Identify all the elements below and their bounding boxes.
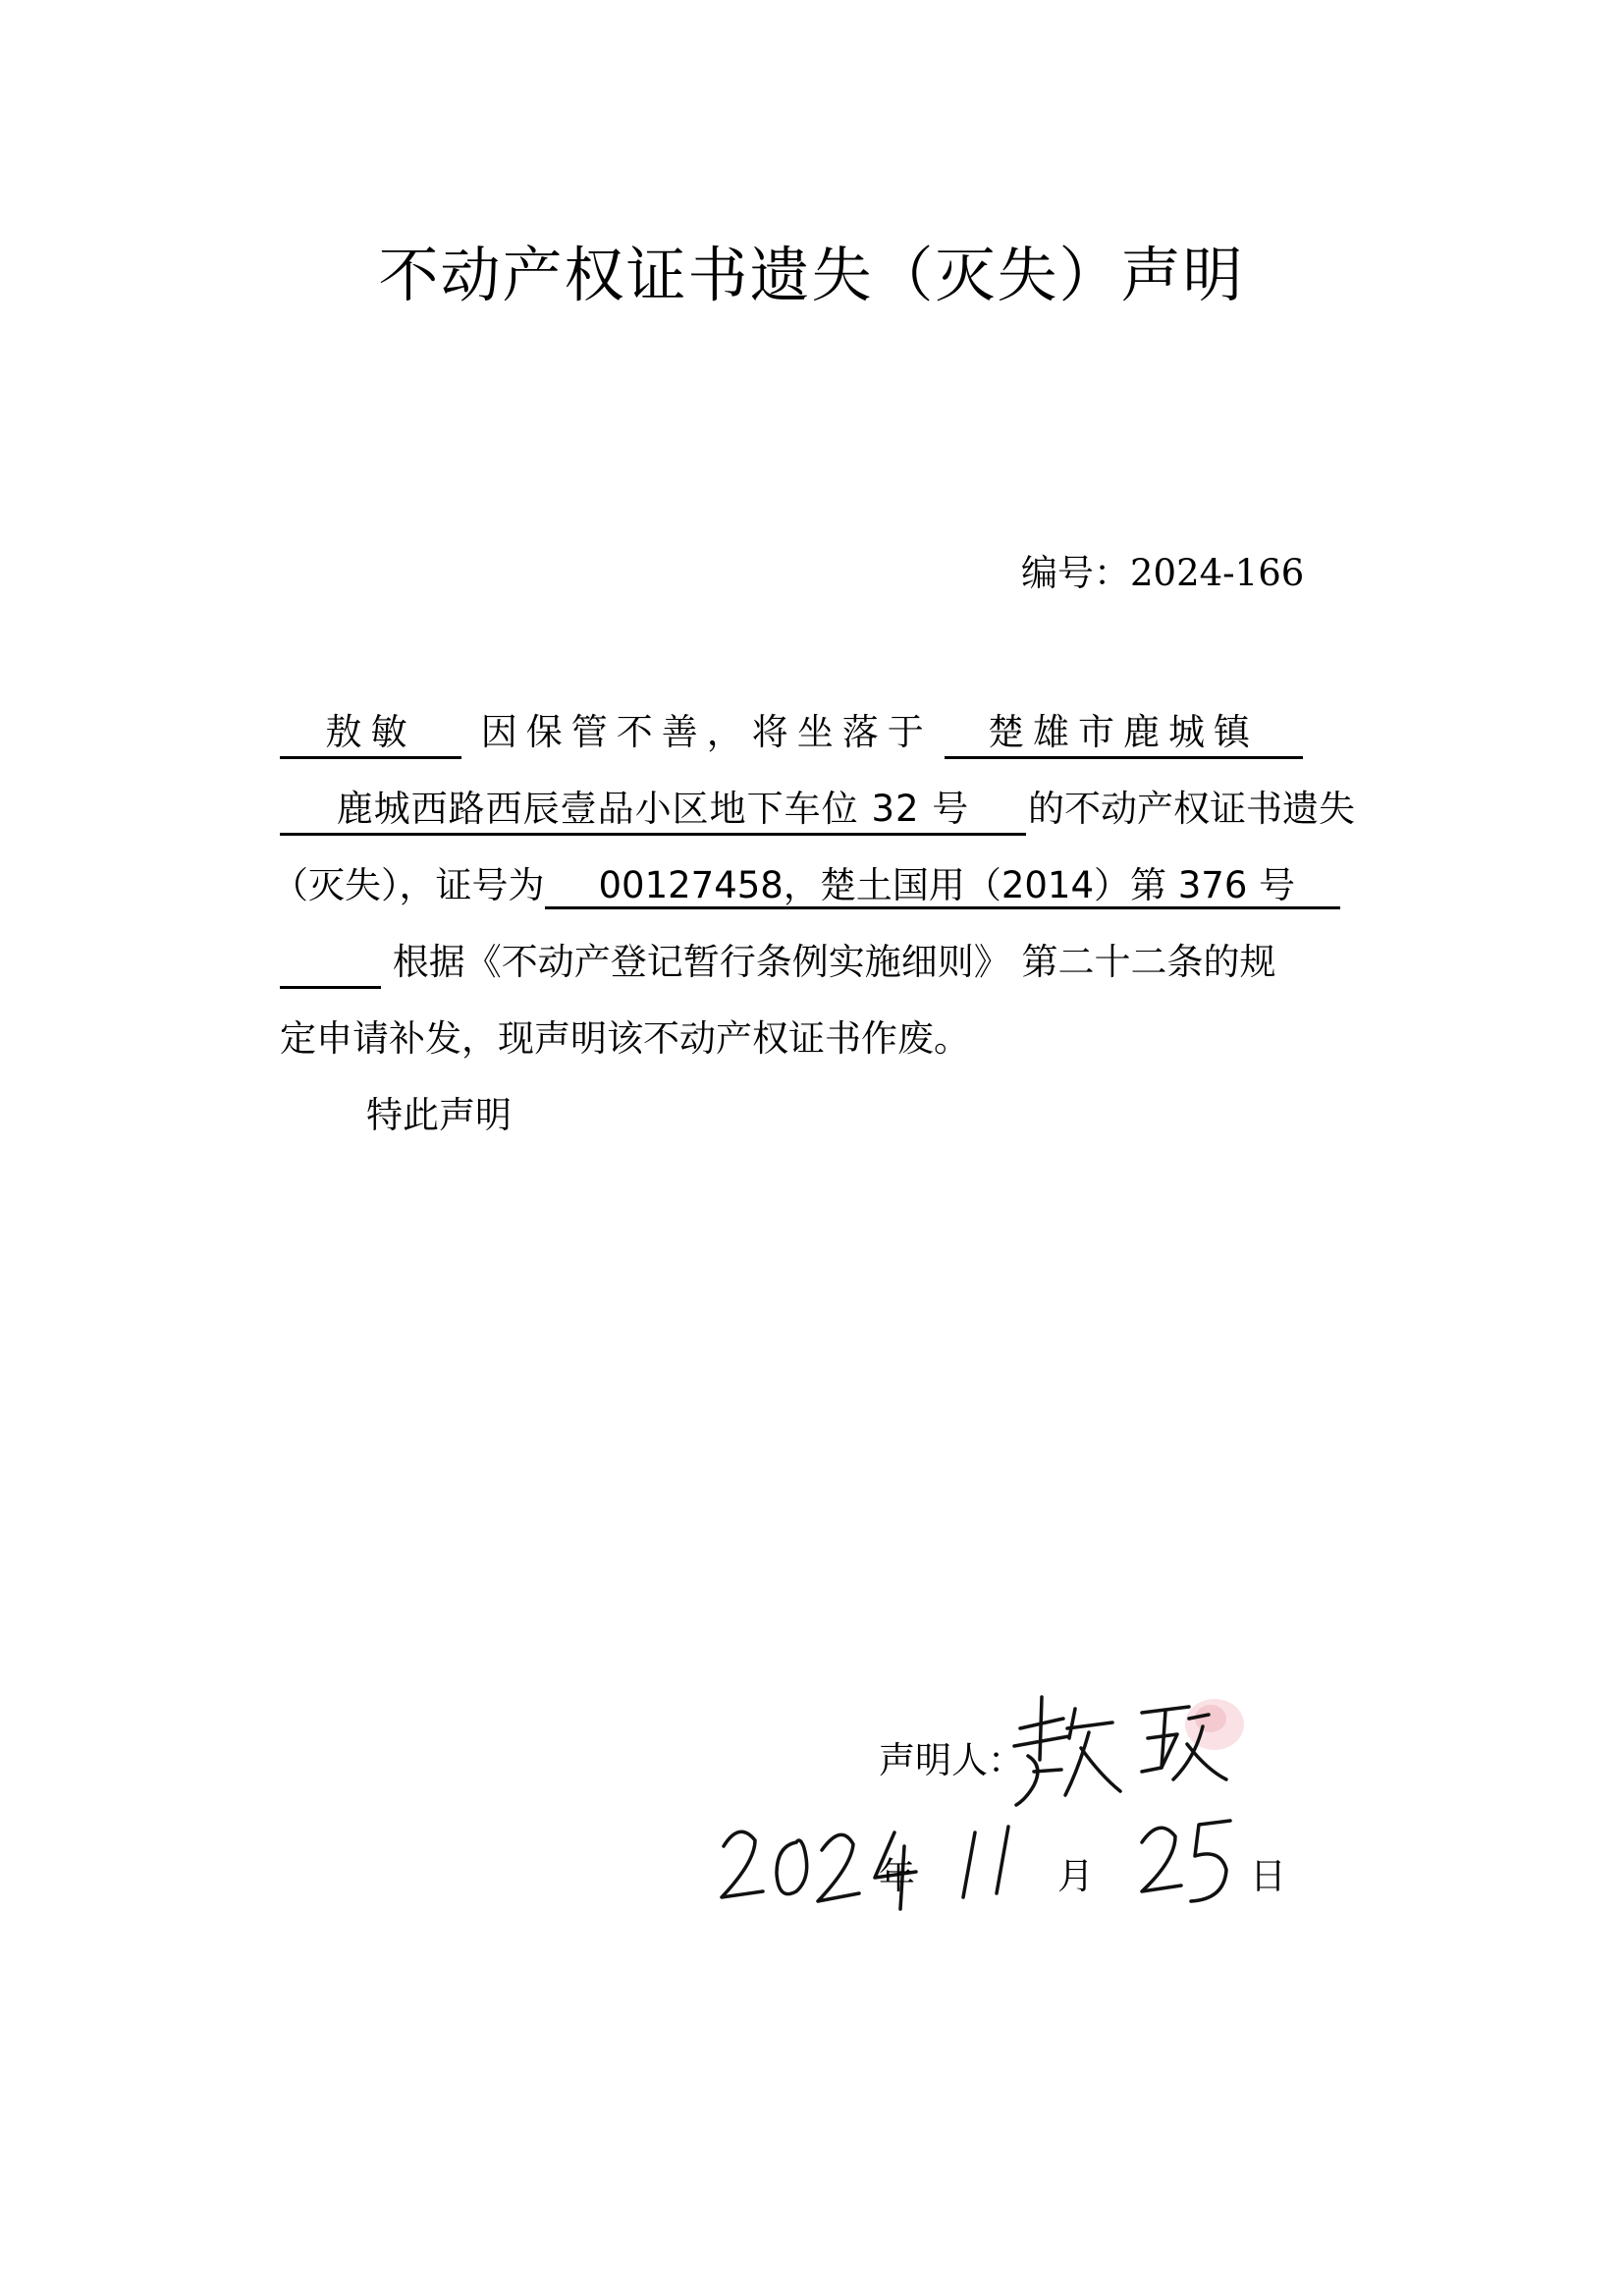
handwritten-day [1136, 1807, 1244, 1915]
document-number [1021, 543, 1304, 596]
body-line-1 [280, 709, 1409, 786]
blank-underline [280, 939, 381, 989]
body-line-5 [280, 1015, 1409, 1092]
certificate-number: 00127458，楚土国用（2014）第 376 号 [545, 862, 1340, 909]
declaration-body [272, 709, 1409, 1169]
signature-date [879, 1807, 1429, 1915]
month-unit: 月 [1057, 1855, 1094, 1897]
body-text-5: 定申请补发，现声明该不动产权证书作废。 [280, 1017, 970, 1060]
handwritten-signature [1004, 1689, 1230, 1817]
property-location-1: 楚雄市鹿城镇 [945, 709, 1303, 759]
body-line-closing [280, 1092, 1409, 1169]
document-title: 不动产权证书遗失（灭失）声明 [378, 241, 1245, 310]
year-unit: 年 [879, 1855, 915, 1897]
body-text-3: （灭失），证号为 [272, 864, 545, 906]
handwritten-month [947, 1815, 1026, 1913]
body-line-2 [280, 786, 1409, 862]
document-number-label: 编号： [1021, 552, 1130, 594]
signature-block [879, 1689, 1429, 1905]
body-line-4 [280, 939, 1409, 1015]
day-unit: 日 [1250, 1855, 1286, 1897]
body-text-1: 因保管不善，将坐落于 [480, 711, 933, 753]
closing-text: 特此声明 [366, 1094, 512, 1136]
body-text-4: 根据《不动产登记暂行条例实施细则》 第二十二条的规 [392, 941, 1276, 983]
document-number-value: 2024-166 [1130, 552, 1305, 594]
property-location-2: 鹿城西路西辰壹品小区地下车位 32 号 [280, 786, 1026, 836]
declarant-label: 声明人： [879, 1739, 1024, 1781]
body-line-3 [272, 862, 1409, 939]
body-text-2: 的不动产权证书遗失 [1028, 788, 1355, 830]
declarant-name: 敖敏 [280, 709, 461, 759]
